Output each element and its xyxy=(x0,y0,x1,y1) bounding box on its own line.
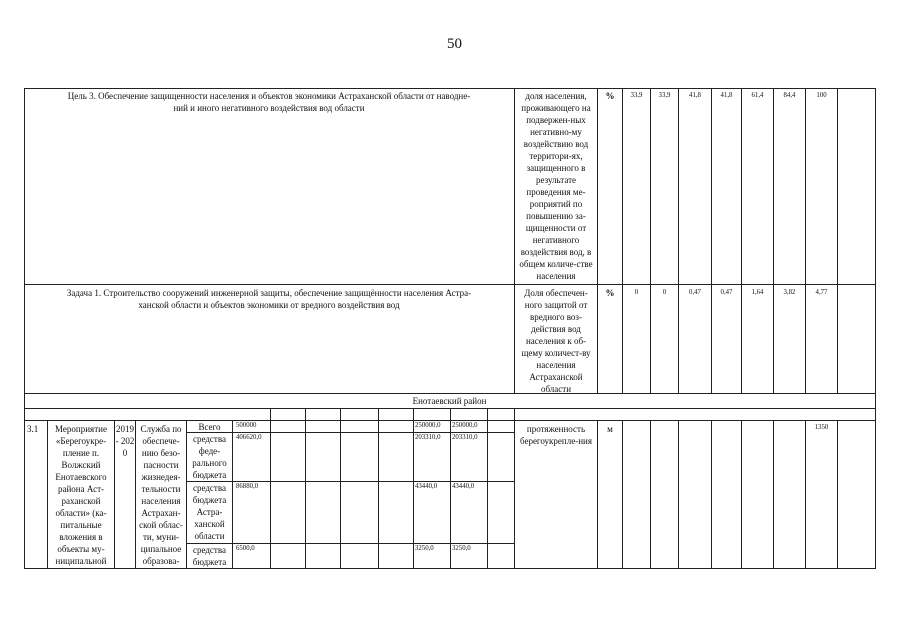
funding-2020: 3250,0 xyxy=(452,545,471,552)
task-unit: % xyxy=(605,288,615,298)
funding-2019: 43440,0 xyxy=(415,483,438,490)
task-text: Задача 1. Строительство сооружений инженерной защиты, обеспечение защищённости населения Астра- ханской области и объектов экономики от вредного воздействия вод xyxy=(66,288,472,310)
goal-text: Цель 3. Обеспечение защищенности населения и объектов экономики Астраханской области от наводне- ний и иного негативного воздействия вод области xyxy=(67,91,471,113)
task-value: 4,77 xyxy=(815,289,828,296)
goal-value: 84,4 xyxy=(783,92,796,99)
funding-source: средства феде-рального бюджета xyxy=(192,434,227,480)
funding-2020: 203310,0 xyxy=(452,434,478,441)
funding-total: 406620,0 xyxy=(236,434,262,441)
page-number: 50 xyxy=(447,36,462,52)
task-value: 3,82 xyxy=(783,289,796,296)
funding-source: средства бюджета xyxy=(192,545,227,567)
funding-2019: 250000,0 xyxy=(415,422,441,429)
goal-value: 33,9 xyxy=(658,92,671,99)
measure-name: Мероприятие «Берегоукре-пление п. Волжский Енотаевского района Аст-раханской области» (ка-питальные вложения в объекты му-ниципальной xyxy=(55,424,107,566)
funding-source: Всего xyxy=(198,422,221,432)
funding-source: средства бюджета Астра-ханской области xyxy=(192,483,227,541)
goal-indicator: доля населения, проживающего на подвержен-ных негативно-му воздействию вод территори-ях, защищенного в результате проведения ме-роприятий по повышению за-щищенности от негативного воздействия вод, в общем количе-стве населения xyxy=(519,91,593,281)
task-value: 1,64 xyxy=(751,289,764,296)
funding-2020: 250000,0 xyxy=(452,422,478,429)
goal-value: 41,8 xyxy=(689,92,701,99)
goal-value: 33,9 xyxy=(630,92,643,99)
section-title: Енотаевский район xyxy=(412,396,487,406)
funding-total: 86880,0 xyxy=(236,483,259,490)
funding-total: 500000 xyxy=(236,422,257,429)
goal-value: 100 xyxy=(816,92,827,99)
measure-unit: м xyxy=(607,424,613,434)
task-value: 0 xyxy=(662,289,667,296)
measure-number: 3.1 xyxy=(27,424,39,434)
funding-2019: 203310,0 xyxy=(415,434,441,441)
funding-2020: 43440,0 xyxy=(452,483,475,490)
measure-value: 1350 xyxy=(814,424,829,431)
goal-value: 41,8 xyxy=(720,92,733,99)
goal-unit: % xyxy=(605,91,615,101)
task-value: 0,47 xyxy=(689,289,701,296)
task-indicator: Доля обеспечен-ного защитой от вредного воз-действия вод населения к об-щему количест-ву населения Астраханской области xyxy=(521,288,591,394)
measure-period: 2019 - 2020 xyxy=(115,424,135,458)
funding-2019: 3250,0 xyxy=(415,545,434,552)
task-value: 0 xyxy=(634,289,639,296)
goal-value: 61,4 xyxy=(751,92,764,99)
measure-indicator: протяженность берегоукрепле-ния xyxy=(519,424,592,446)
task-value: 0,47 xyxy=(720,289,733,296)
funding-total: 6500,0 xyxy=(236,545,255,552)
measure-executor: Служба по обеспече-нию безо-пасности жизнедея-тельности населения Астрахан-ской облас-ти, муни-ципальное образова- xyxy=(139,424,183,566)
